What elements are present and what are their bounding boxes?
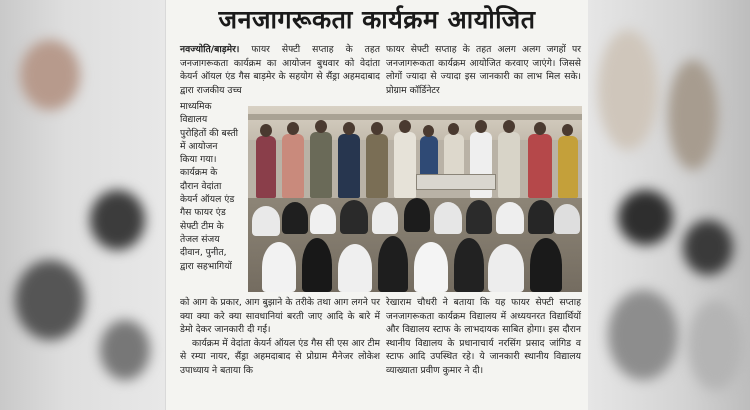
article-column-2-top: फायर सेफ्टी सप्ताह के तहत अलग अलग जगहों पर जनजागरूकता कार्यक्रम आयोजित करवाए जाएंगे। जिससे लोगों ज्यादा से ज्यादा इस जानकारी का लाभ मिल सके। प्रोग्राम कॉर्डिनेटर xyxy=(386,44,581,96)
paragraph: कार्यक्रम में वेदांता केयर्न ऑयल एंड गैस सी एस आर टीम से रम्या नायर, सैंड्रा अहमदाबाद से प्रोग्राम मैनेजर लोकेश उपाध्याय ने बताया कि xyxy=(180,337,380,376)
article-column-2-bottom xyxy=(386,296,581,377)
paragraph: रेखाराम चौधरी ने बताया कि यह फायर सेफ्टी सप्ताह जनजागरूकता कार्यक्रम विद्यालय में अध्ययनरत विद्यार्थियों और विद्यालय स्टाफ के लाभदायक साबित होगा। इस दौरान स्थानीय विद्यालय के प्रधानाचार्य नरसिंग प्रसाद जांगिड व स्टाफ आदि उपस्थित रहे। ये जानकारी स्थानीय विद्यालय व्याख्याता प्रवीण कुमार ने दी। xyxy=(386,297,581,376)
paragraph: को आग के प्रकार, आग बुझाने के तरीके तथा आग लगने पर क्या क्या करे क्या सावधानियां बरती जाए आदि के बारे में डेमो देकर जानकारी दी गई। xyxy=(180,297,380,335)
headline: जनजागरूकता कार्यक्रम आयोजित xyxy=(218,5,536,34)
article-column-1-narrow: माध्यमिक विद्यालय पुरोहितों की बस्ती में आयोजन किया गया। कार्यक्रम के दौरान वेदांता केयर्न ऑयल एंड गैस फायर एंड सेफ्टी टीम के तेजल संजय दीवान, पुनीत, द्वारा सहभागियों xyxy=(180,101,238,272)
newspaper-clipping xyxy=(166,0,588,410)
event-photo xyxy=(248,106,582,292)
dateline: नवज्योति/बाड़मेर। xyxy=(180,44,240,55)
article-text: फायर सेफ्टी सप्ताह के तहत जनजागरूकता कार्यक्रम का आयोजन बुधवार को वेदांता केयर्न ऑयल एंड गैस बाड़मेर के सहयोग से सैंड्रा अहमदाबाद द्वारा राजकीय उच्च xyxy=(180,44,380,96)
article-column-1-top xyxy=(180,43,380,97)
article-column-1-bottom xyxy=(180,296,380,377)
blurred-background-left xyxy=(0,0,165,410)
blurred-background-right xyxy=(588,0,750,410)
